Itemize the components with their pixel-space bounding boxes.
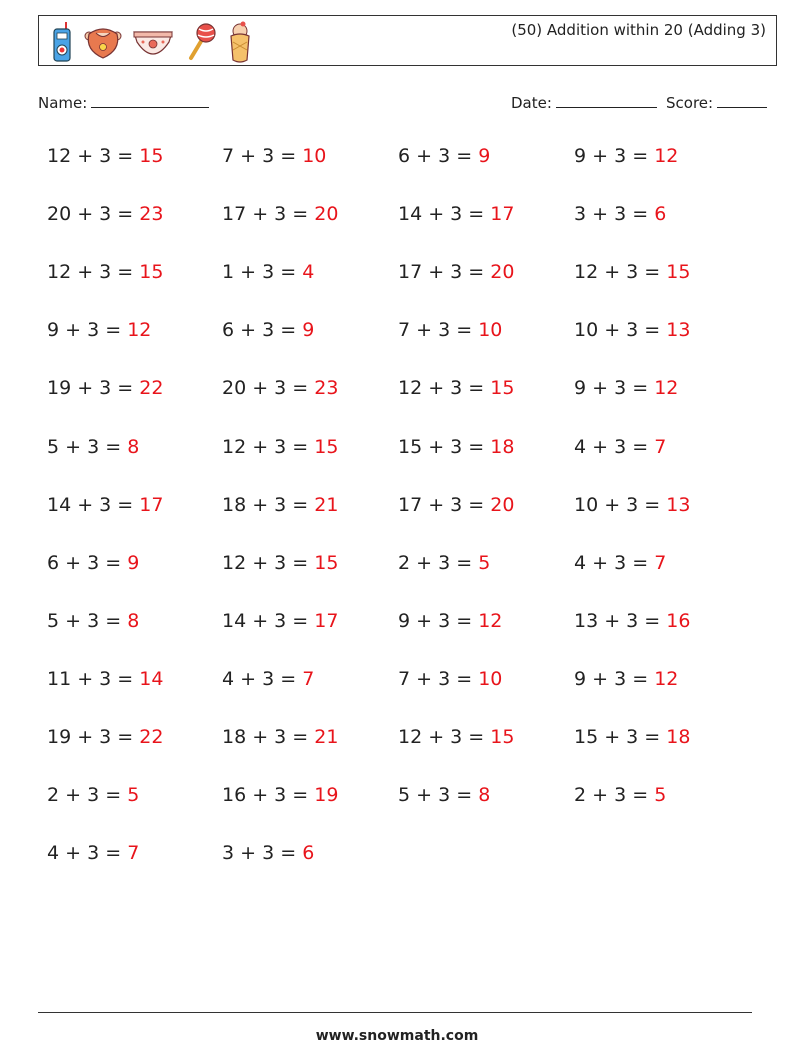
problem-answer: 12 (654, 667, 679, 690)
problem-question: 5 + 3 = (47, 609, 128, 632)
problem-item (398, 261, 514, 283)
rattle-icon (183, 20, 217, 64)
problem-item (222, 377, 338, 399)
problem-question: 4 + 3 = (574, 551, 655, 574)
problem-question: 1 + 3 = (222, 261, 303, 284)
problem-item (47, 784, 139, 806)
swaddled-baby-icon (225, 20, 255, 64)
problem-question: 18 + 3 = (222, 726, 315, 748)
problem-question: 4 + 3 = (222, 667, 303, 690)
problem-answer: 12 (654, 145, 679, 167)
problem-item (222, 436, 338, 458)
problem-answer: 15 (490, 726, 515, 748)
problem-answer: 7 (127, 842, 140, 865)
problem-item (222, 842, 314, 864)
problem-question: 6 + 3 = (222, 319, 303, 342)
problem-item (574, 610, 690, 632)
problem-question: 18 + 3 = (222, 493, 315, 516)
problem-question: 12 + 3 = (47, 145, 140, 167)
problem-answer: 18 (490, 435, 515, 458)
problem-item (47, 610, 139, 632)
header-icons (49, 20, 255, 64)
problem-question: 17 + 3 = (398, 261, 491, 284)
problem-question: 12 + 3 = (222, 551, 315, 574)
problem-answer: 16 (666, 609, 691, 632)
problem-question: 12 + 3 = (574, 261, 667, 284)
problem-question: 3 + 3 = (222, 842, 303, 865)
footer-site: www.snowmath.com (315, 1028, 479, 1044)
problem-item (222, 784, 338, 806)
problem-question: 10 + 3 = (574, 319, 667, 342)
problem-answer: 17 (314, 609, 339, 632)
date-blank-line[interactable] (556, 93, 657, 108)
problem-answer: 10 (478, 319, 503, 342)
problem-item (222, 319, 314, 341)
problem-answer: 22 (139, 726, 164, 748)
problem-answer: 9 (302, 319, 315, 342)
problem-item (398, 494, 514, 516)
problem-item (574, 203, 666, 225)
problem-question: 2 + 3 = (398, 551, 479, 574)
problem-question: 4 + 3 = (47, 842, 128, 865)
problem-item (574, 494, 690, 516)
problem-question: 3 + 3 = (574, 203, 655, 226)
problem-answer: 17 (490, 203, 515, 226)
problem-item (398, 319, 502, 341)
score-label: Score: (666, 94, 714, 112)
problem-answer: 15 (314, 551, 339, 574)
problem-answer: 15 (139, 145, 164, 167)
problem-item (574, 261, 690, 283)
problem-item (222, 494, 338, 516)
problem-answer: 4 (302, 261, 315, 284)
problem-question: 7 + 3 = (222, 145, 303, 167)
problem-question: 5 + 3 = (398, 784, 479, 807)
problem-answer: 6 (302, 842, 315, 865)
problem-item (222, 726, 338, 748)
problem-item (222, 552, 338, 574)
score-field[interactable] (666, 93, 767, 112)
problem-item (574, 319, 690, 341)
problem-answer: 12 (654, 377, 679, 400)
problem-question: 15 + 3 = (398, 435, 491, 458)
problem-answer: 8 (127, 435, 140, 458)
problem-answer: 20 (490, 493, 515, 516)
worksheet-title: (50) Addition within 20 (Adding 3) (511, 21, 766, 39)
problem-answer: 8 (478, 784, 491, 807)
problem-item (47, 668, 163, 690)
problem-answer: 15 (666, 261, 691, 284)
problem-question: 10 + 3 = (574, 493, 667, 516)
problem-item (398, 203, 514, 225)
problem-question: 12 + 3 = (222, 435, 315, 458)
problem-question: 20 + 3 = (222, 377, 315, 400)
problem-question: 7 + 3 = (398, 319, 479, 342)
problem-answer: 5 (654, 784, 667, 807)
problem-item (47, 494, 163, 516)
problem-answer: 15 (490, 377, 515, 400)
problem-question: 13 + 3 = (574, 609, 667, 632)
name-field[interactable] (38, 93, 209, 112)
problem-answer: 10 (302, 145, 327, 167)
problem-question: 17 + 3 = (398, 493, 491, 516)
problem-item (574, 377, 678, 399)
problem-answer: 5 (478, 551, 491, 574)
problem-item (398, 552, 490, 574)
problem-question: 20 + 3 = (47, 203, 140, 226)
problem-question: 14 + 3 = (398, 203, 491, 226)
problem-question: 15 + 3 = (574, 726, 667, 748)
problem-item (574, 668, 678, 690)
problem-answer: 19 (314, 784, 339, 807)
problem-question: 9 + 3 = (574, 377, 655, 400)
problem-question: 6 + 3 = (47, 551, 128, 574)
problem-item (574, 145, 678, 167)
problem-question: 12 + 3 = (398, 377, 491, 400)
problem-question: 9 + 3 = (398, 609, 479, 632)
problem-answer: 20 (490, 261, 515, 284)
problem-answer: 10 (478, 667, 503, 690)
problem-answer: 18 (666, 726, 691, 748)
problem-question: 6 + 3 = (398, 145, 479, 167)
problem-question: 4 + 3 = (574, 435, 655, 458)
problem-answer: 14 (139, 667, 164, 690)
problem-answer: 21 (314, 493, 339, 516)
problem-item (47, 261, 163, 283)
problem-item (574, 784, 666, 806)
footer-divider (38, 1012, 752, 1013)
problem-item (47, 145, 163, 167)
problem-answer: 23 (139, 203, 164, 226)
problem-answer: 12 (478, 609, 503, 632)
problem-answer: 15 (314, 435, 339, 458)
problem-item (47, 203, 163, 225)
problem-answer: 9 (127, 551, 140, 574)
name-blank-line[interactable] (91, 93, 209, 108)
problem-question: 9 + 3 = (47, 319, 128, 342)
problem-answer: 13 (666, 319, 691, 342)
problem-item (47, 319, 151, 341)
problem-answer: 6 (654, 203, 667, 226)
problem-item (47, 842, 139, 864)
problem-answer: 7 (654, 435, 667, 458)
problem-item (574, 436, 666, 458)
problem-item (574, 552, 666, 574)
problem-answer: 17 (139, 493, 164, 516)
problem-item (398, 377, 514, 399)
problem-answer: 13 (666, 493, 691, 516)
problem-question: 7 + 3 = (398, 667, 479, 690)
score-blank-line[interactable] (717, 93, 767, 108)
problem-item (222, 261, 314, 283)
problem-question: 12 + 3 = (47, 261, 140, 284)
problem-answer: 8 (127, 609, 140, 632)
problem-question: 2 + 3 = (47, 784, 128, 807)
problem-item (222, 203, 338, 225)
problem-question: 12 + 3 = (398, 726, 491, 748)
problem-item (47, 436, 139, 458)
problem-answer: 15 (139, 261, 164, 284)
problem-question: 14 + 3 = (47, 493, 140, 516)
problem-item (398, 610, 502, 632)
problem-question: 9 + 3 = (574, 145, 655, 167)
problem-item (222, 668, 314, 690)
problem-item (222, 145, 326, 167)
problem-answer: 5 (127, 784, 140, 807)
problem-question: 14 + 3 = (222, 609, 315, 632)
problem-item (398, 668, 502, 690)
date-label: Date: (511, 94, 552, 112)
problem-answer: 22 (139, 377, 164, 400)
worksheet-header (38, 15, 777, 66)
baby-bib-icon (83, 20, 123, 64)
problem-question: 9 + 3 = (574, 667, 655, 690)
problem-answer: 7 (302, 667, 315, 690)
problem-answer: 23 (314, 377, 339, 400)
date-field[interactable] (511, 93, 657, 112)
problem-question: 2 + 3 = (574, 784, 655, 807)
problem-item (47, 552, 139, 574)
problem-item (47, 726, 163, 748)
problem-answer: 9 (478, 145, 491, 167)
problem-item (222, 610, 338, 632)
problem-question: 17 + 3 = (222, 203, 315, 226)
problem-item (398, 726, 514, 748)
problem-answer: 7 (654, 551, 667, 574)
baby-monitor-icon (49, 20, 75, 64)
problem-answer: 20 (314, 203, 339, 226)
problem-item (47, 377, 163, 399)
problem-question: 11 + 3 = (47, 667, 140, 690)
problem-item (398, 145, 490, 167)
name-label: Name: (38, 94, 88, 112)
problem-item (574, 726, 690, 748)
problem-answer: 12 (127, 319, 152, 342)
problem-item (398, 436, 514, 458)
problem-question: 19 + 3 = (47, 377, 140, 400)
problem-question: 16 + 3 = (222, 784, 315, 807)
problem-question: 5 + 3 = (47, 435, 128, 458)
problem-answer: 21 (314, 726, 339, 748)
problem-question: 19 + 3 = (47, 726, 140, 748)
problem-item (398, 784, 490, 806)
diaper-icon (131, 20, 175, 64)
